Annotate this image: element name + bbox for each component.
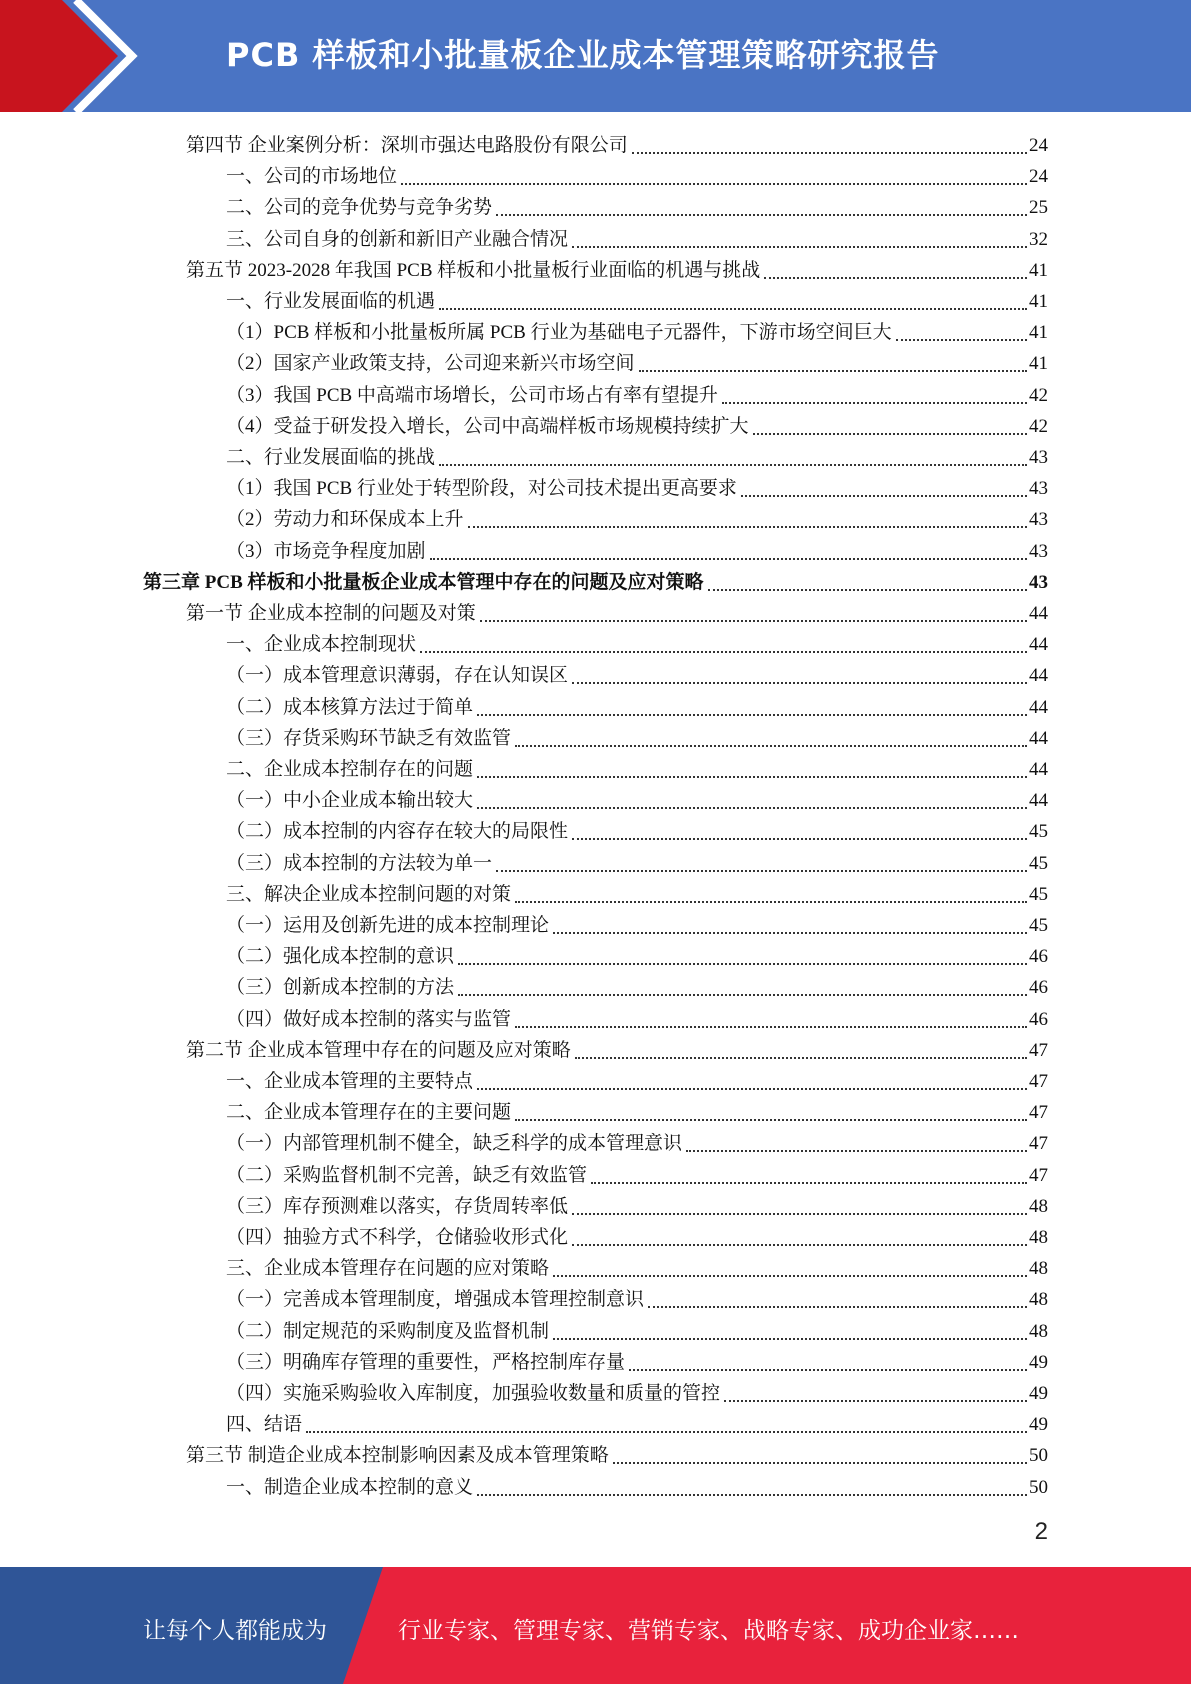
toc-entry-title: 第三节 制造企业成本控制影响因素及成本管理策略 [186,1445,609,1467]
toc-entry[interactable] [226,720,1048,751]
toc-entry-title: （二）成本核算方法过于简单 [226,696,474,718]
toc-entry[interactable] [226,501,1048,532]
toc-entry-page: 46 [1029,1008,1048,1030]
toc-entry-title: （三）创新成本控制的方法 [226,977,455,999]
toc-entry-title: （一）中小企业成本输出较大 [226,790,474,812]
toc-entry-title: （一）内部管理机制不健全，缺乏科学的成本管理意识 [226,1133,683,1155]
toc-entry[interactable] [226,1406,1048,1437]
toc-entry-page: 41 [1029,291,1048,312]
toc-entry-title: （三）成本控制的方法较为单一 [226,852,493,874]
toc-entry[interactable] [226,1375,1048,1406]
toc-entry[interactable] [226,283,1048,314]
toc-entry-title: 一、公司的市场地位 [226,166,398,188]
toc-entry[interactable] [226,189,1048,220]
toc-entry[interactable] [226,345,1048,376]
toc-entry[interactable] [226,408,1048,439]
toc-entry-page: 43 [1029,571,1048,593]
toc-entry-title: 三、公司自身的创新和新旧产业融合情况 [226,228,569,250]
toc-entry-title: （二）强化成本控制的意识 [226,946,455,968]
toc-entry-page: 43 [1029,509,1048,531]
toc-entry-page: 50 [1029,1445,1048,1467]
toc-entry-title: 一、制造企业成本控制的意义 [226,1476,474,1498]
toc-leader-dots [741,494,1027,497]
toc-leader-dots [515,744,1027,747]
toc-entry-page: 44 [1029,696,1048,718]
toc-entry-title: 二、企业成本管理存在的主要问题 [226,1102,512,1124]
toc-entry[interactable] [226,657,1048,688]
toc-leader-dots [724,1399,1027,1402]
toc-entry-page: 41 [1029,322,1048,344]
toc-entry-page: 42 [1029,384,1048,406]
toc-leader-dots [496,213,1027,216]
toc-leader-dots [477,713,1027,716]
toc-entry[interactable] [226,938,1048,969]
toc-entry-title: （一）运用及创新先进的成本控制理论 [226,915,550,936]
toc-entry[interactable] [226,782,1048,813]
toc-entry-page: 47 [1029,1102,1048,1124]
toc-entry-page: 48 [1029,1258,1048,1280]
toc-entry-page: 44 [1029,790,1048,812]
toc-entry-page: 44 [1029,603,1048,624]
toc-entry[interactable] [226,626,1048,657]
toc-leader-dots [401,182,1027,185]
toc-entry-title: （三）库存预测难以落实，存货周转率低 [226,1195,569,1217]
toc-entry-page: 47 [1029,1039,1048,1061]
toc-entry-title: （4）受益于研发投入增长，公司中高端样板市场规模持续扩大 [226,415,749,437]
toc-leader-dots [686,1149,1027,1152]
toc-entry-title: 三、企业成本管理存在问题的应对策略 [226,1258,550,1280]
toc-entry[interactable] [186,252,1048,283]
toc-leader-dots [575,1056,1027,1059]
toc-leader-dots [420,650,1027,653]
toc-entry-page: 47 [1029,1133,1048,1155]
toc-entry[interactable] [226,314,1048,345]
toc-entry-page: 44 [1029,634,1048,656]
report-title: PCB 样板和小批量板企业成本管理策略研究报告 [226,36,940,74]
toc-entry[interactable] [226,907,1048,938]
footer-slogan-right: 行业专家、管理专家、营销专家、战略专家、成功企业家…… [398,1618,1019,1644]
toc-entry-title: （二）成本控制的内容存在较大的局限性 [226,821,569,843]
toc-leader-dots [572,837,1027,840]
toc-entry-page: 48 [1029,1289,1048,1311]
toc-leader-dots [629,1368,1027,1371]
toc-leader-dots [480,619,1027,622]
toc-entry[interactable] [186,595,1048,626]
toc-leader-dots [477,775,1027,778]
toc-entry-page: 49 [1029,1414,1048,1436]
toc-entry-title: （四）做好成本控制的落实与监管 [226,1008,512,1030]
toc-entry-page: 42 [1029,415,1048,437]
toc-leader-dots [458,962,1027,965]
toc-leader-dots [477,806,1027,809]
toc-leader-dots [496,869,1027,872]
toc-entry[interactable] [226,1313,1048,1344]
toc-entry-page: 25 [1029,197,1048,219]
toc-entry-title: （三）存货采购环节缺乏有效监管 [226,727,512,749]
toc-entry-page: 47 [1029,1164,1048,1186]
toc-entry-title: （1）我国 PCB 行业处于转型阶段，对公司技术提出更高要求 [226,478,737,500]
toc-leader-dots [468,525,1027,528]
toc-leader-dots [896,338,1027,341]
toc-leader-dots [613,1461,1027,1464]
toc-entry-title: 第一节 企业成本控制的问题及对策 [186,603,476,624]
toc-entry-title: 第二节 企业成本管理中存在的问题及应对策略 [186,1039,571,1061]
toc-entry-page: 44 [1029,759,1048,780]
toc-leader-dots [515,1118,1027,1121]
toc-entry-title: 四、结语 [226,1414,303,1436]
toc-leader-dots [572,245,1027,248]
toc-entry-page: 43 [1029,478,1048,500]
toc-entry-page: 48 [1029,1320,1048,1342]
toc-entry-title: 一、行业发展面临的机遇 [226,291,436,312]
toc-entry-page: 47 [1029,1071,1048,1092]
toc-entry-title: （二）制定规范的采购制度及监督机制 [226,1320,550,1342]
toc-leader-dots [439,307,1027,310]
toc-leader-dots [458,993,1027,996]
toc-entry-page: 45 [1029,852,1048,874]
toc-entry-page: 44 [1029,665,1048,687]
toc-entry-page: 41 [1029,353,1048,375]
toc-entry-page: 24 [1029,166,1048,188]
toc-entry-title: （3）市场竞争程度加剧 [226,540,426,562]
toc-entry-page: 32 [1029,228,1048,250]
toc-entry-page: 48 [1029,1195,1048,1217]
toc-leader-dots [708,588,1027,591]
toc-entry[interactable] [143,564,1048,595]
toc-leader-dots [477,1493,1027,1496]
toc-entry[interactable] [226,1157,1048,1188]
toc-leader-dots [515,900,1027,903]
toc-leader-dots [515,1025,1027,1028]
page-header [0,0,1191,112]
toc-entry-page: 50 [1029,1476,1048,1498]
toc-entry[interactable] [226,845,1048,876]
toc-entry[interactable] [226,1281,1048,1312]
page-number: 2 [1034,1518,1048,1545]
toc-entry-title: 二、行业发展面临的挑战 [226,447,436,468]
toc-entry[interactable] [226,158,1048,189]
toc-leader-dots [764,276,1027,279]
toc-entry-page: 41 [1029,259,1048,281]
toc-leader-dots [722,401,1027,404]
toc-entry[interactable] [226,813,1048,844]
toc-entry-title: 三、解决企业成本控制问题的对策 [226,883,512,905]
toc-entry-page: 24 [1029,135,1048,156]
toc-entry-title: 一、企业成本控制现状 [226,634,417,656]
toc-entry-page: 49 [1029,1383,1048,1404]
toc-entry-title: 二、企业成本控制存在的问题 [226,759,474,780]
toc-entry-title: 第五节 2023-2028 年我国 PCB 样板和小批量板行业面临的机遇与挑战 [186,259,761,281]
toc-leader-dots [572,1243,1027,1246]
toc-leader-dots [430,557,1027,560]
toc-entry-page: 45 [1029,821,1048,843]
toc-entry-page: 46 [1029,946,1048,968]
toc-entry[interactable] [226,221,1048,252]
toc-leader-dots [553,1274,1027,1277]
toc-entry[interactable] [226,1125,1048,1156]
toc-entry[interactable] [226,876,1048,907]
toc-entry-title: （一）成本管理意识薄弱，存在认知误区 [226,665,569,687]
toc-leader-dots [439,463,1027,466]
toc-entry[interactable] [226,1250,1048,1281]
toc-entry[interactable] [226,751,1048,782]
toc-entry[interactable] [226,1063,1048,1094]
toc-entry[interactable] [226,1469,1048,1500]
toc-entry-page: 46 [1029,977,1048,999]
toc-leader-dots [648,1305,1027,1308]
toc-entry-title: （四）实施采购验收入库制度，加强验收数量和质量的管控 [226,1383,721,1404]
toc-entry[interactable] [226,1344,1048,1375]
toc-entry-title: 一、企业成本管理的主要特点 [226,1071,474,1092]
toc-entry-title: （2）国家产业政策支持，公司迎来新兴市场空间 [226,353,635,375]
toc-leader-dots [591,1181,1027,1184]
toc-entry-page: 49 [1029,1351,1048,1373]
toc-leader-dots [639,369,1027,372]
toc-entry-page: 45 [1029,915,1048,936]
toc-entry-title: （2）劳动力和环保成本上升 [226,509,464,531]
toc-entry[interactable] [226,470,1048,501]
toc-entry-page: 43 [1029,540,1048,562]
toc-leader-dots [553,1337,1027,1340]
toc-entry[interactable] [226,1219,1048,1250]
toc-leader-dots [477,1087,1027,1090]
toc-entry-page: 43 [1029,447,1048,468]
toc-entry-page: 45 [1029,883,1048,905]
toc-entry-title: （3）我国 PCB 中高端市场增长，公司市场占有率有望提升 [226,384,718,406]
toc-entry[interactable] [186,1032,1048,1063]
toc-entry[interactable] [226,1001,1048,1032]
toc-entry-title: （三）明确库存管理的重要性，严格控制库存量 [226,1351,626,1373]
toc-entry[interactable] [226,533,1048,564]
toc-entry[interactable] [226,1094,1048,1125]
toc-entry-title: 二、公司的竞争优势与竞争劣势 [226,197,493,219]
header-arrow-icon [0,0,160,112]
toc-entry-page: 44 [1029,727,1048,749]
toc-entry[interactable] [226,689,1048,720]
toc-leader-dots [306,1430,1027,1433]
toc-entry[interactable] [186,1437,1048,1468]
toc-entry-title: （1）PCB 样板和小批量板所属 PCB 行业为基础电子元器件，下游市场空间巨大 [226,322,892,344]
toc-entry-page: 48 [1029,1227,1048,1248]
toc-entry[interactable] [186,127,1048,158]
toc-entry-title: 第三章 PCB 样板和小批量板企业成本管理中存在的问题及应对策略 [143,571,704,593]
toc-leader-dots [553,931,1027,934]
toc-entry-title: （一）完善成本管理制度，增强成本管理控制意识 [226,1289,645,1311]
footer-slogan-left: 让每个人都能成为 [143,1618,327,1644]
toc-leader-dots [632,151,1027,154]
toc-entry-title: （二）采购监督机制不完善，缺乏有效监管 [226,1164,588,1186]
toc-entry[interactable] [226,377,1048,408]
toc-entry-title: （四）抽验方式不科学，仓储验收形式化 [226,1227,569,1248]
toc-leader-dots [753,432,1027,435]
toc-leader-dots [572,681,1027,684]
toc-entry[interactable] [226,439,1048,470]
toc-entry[interactable] [226,969,1048,1000]
toc-entry[interactable] [226,1188,1048,1219]
toc-entry-title: 第四节 企业案例分析：深圳市强达电路股份有限公司 [186,135,628,156]
toc-leader-dots [572,1212,1027,1215]
